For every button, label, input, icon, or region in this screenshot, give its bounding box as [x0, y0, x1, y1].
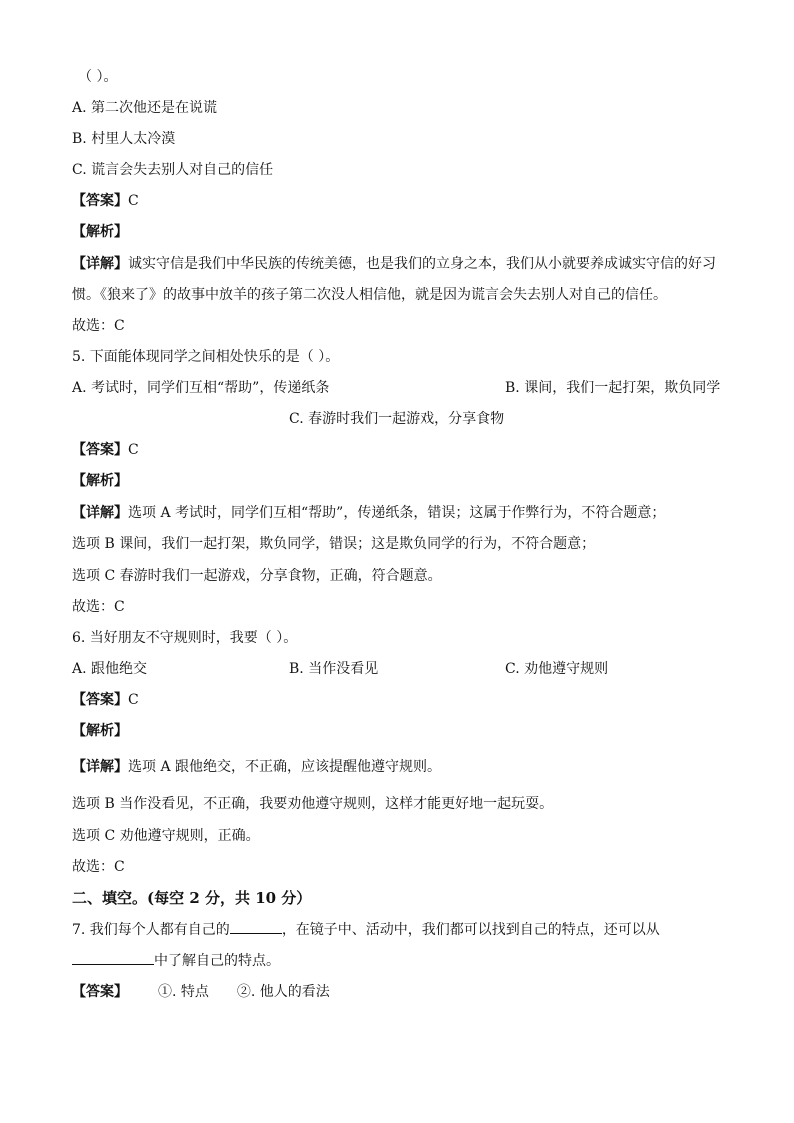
q6-detail-line1 — [72, 757, 441, 777]
q6-detail-line3: 选项 C 劝他遵守规则，正确。 — [72, 828, 260, 844]
answer-tag: 【答案】 — [72, 984, 128, 1000]
fill-blank-1 — [230, 919, 282, 934]
q5-detail-line1 — [72, 503, 665, 523]
q6-conclusion: 故选：C — [72, 859, 125, 875]
q5-analysis-tag: 【解析】 — [72, 473, 128, 489]
q4-option-a: A. 第二次他还是在说谎 — [72, 100, 218, 116]
answer-value: C — [128, 692, 139, 708]
answer-2: ②. 他人的看法 — [236, 984, 330, 1000]
q7-stem-line2 — [72, 950, 280, 971]
q4-analysis-tag: 【解析】 — [72, 224, 128, 240]
q4-answer — [72, 191, 139, 211]
answer-value: C — [128, 193, 139, 209]
answer-value: C — [128, 442, 139, 458]
q7-stem-line1 — [72, 919, 660, 940]
section-heading: 二、填空。(每空 2 分，共 10 分） — [72, 889, 312, 907]
answer-tag: 【答案】 — [72, 692, 128, 708]
q6-stem: 6. 当好朋友不守规则时，我要（ ）。 — [72, 630, 298, 646]
q4-stem-tail: （ ）。 — [78, 69, 118, 85]
q5-detail-line3: 选项 C 春游时我们一起游戏，分享食物，正确，符合题意。 — [72, 568, 442, 584]
q6-detail-line2: 选项 B 当作没看见，不正确，我要劝他遵守规则，这样才能更好地一起玩耍。 — [72, 796, 554, 812]
q7-stem-part1: 7. 我们每个人都有自己的 — [72, 922, 230, 938]
detail-tag: 【详解】 — [72, 256, 128, 272]
q4-option-c: C. 谎言会失去别人对自己的信任 — [72, 162, 274, 178]
q5-option-b: B. 课间，我们一起打架，欺负同学 — [505, 380, 721, 396]
q4-detail-line2: 惯。《狼来了》的故事中放羊的孩子第二次没人相信他，就是因为谎言会失去别人对自己的信任。 — [72, 287, 667, 303]
detail-text: 选项 A 考试时，同学们互相“帮助”，传递纸条，错误；这属于作弊行为，不符合题意； — [128, 505, 666, 521]
q7-stem-part3: 中了解自己的特点。 — [154, 953, 280, 969]
q6-answer — [72, 690, 139, 710]
q4-detail-line1 — [72, 254, 716, 274]
q5-answer — [72, 440, 139, 460]
answer-1: ①. 特点 — [158, 984, 209, 1000]
detail-text: 诚实守信是我们中华民族的传统美德，也是我们的立身之本，我们从小就要养成诚实守信的好习 — [128, 256, 716, 272]
q5-option-c: C. 春游时我们一起游戏，分享食物 — [289, 411, 505, 427]
q6-analysis-tag: 【解析】 — [72, 723, 128, 739]
q5-detail-line2: 选项 B 课间，我们一起打架，欺负同学，错误；这是欺负同学的行为，不符合题意； — [72, 536, 596, 552]
q6-option-c: C. 劝他遵守规则 — [505, 661, 609, 677]
q6-option-b: B. 当作没看见 — [289, 661, 379, 677]
q4-conclusion: 故选：C — [72, 318, 125, 334]
q4-option-b: B. 村里人太冷漠 — [72, 131, 176, 147]
detail-tag: 【详解】 — [72, 759, 128, 775]
q5-stem: 5. 下面能体现同学之间相处快乐的是（ ）。 — [72, 349, 340, 365]
answer-tag: 【答案】 — [72, 193, 128, 209]
detail-tag: 【详解】 — [72, 505, 128, 521]
q5-option-a: A. 考试时，同学们互相“帮助”，传递纸条 — [72, 380, 330, 396]
answer-tag: 【答案】 — [72, 442, 128, 458]
q5-conclusion: 故选：C — [72, 599, 125, 615]
detail-text: 选项 A 跟他绝交，不正确，应该提醒他遵守规则。 — [128, 759, 442, 775]
fill-blank-2 — [72, 950, 154, 965]
q6-option-a: A. 跟他绝交 — [72, 661, 148, 677]
q7-answer — [72, 982, 330, 1002]
q7-stem-part2: ，在镜子中、活动中，我们都可以找到自己的特点，还可以从 — [281, 922, 660, 938]
